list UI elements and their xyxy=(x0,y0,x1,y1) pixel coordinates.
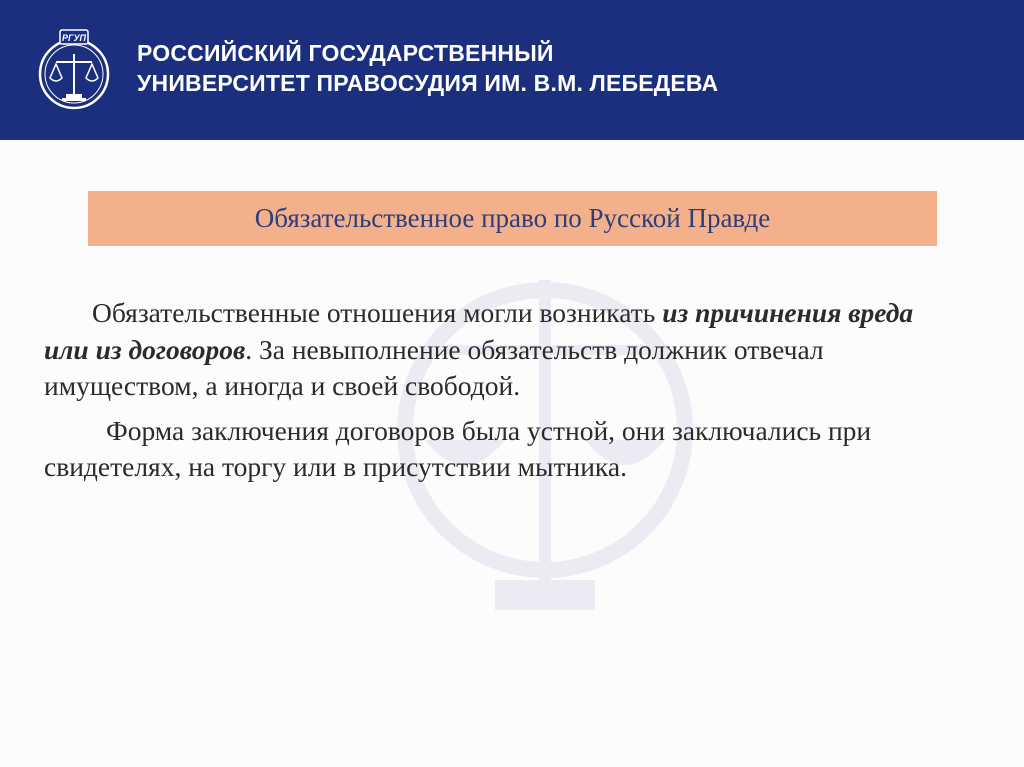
paragraph-1-start: Обязательственные отношения могли возникать xyxy=(92,297,663,328)
header-bar xyxy=(0,0,1024,140)
logo-text: РГУП xyxy=(61,33,87,43)
paragraph-1 xyxy=(44,295,964,405)
university-logo-icon xyxy=(36,24,112,116)
slide-body xyxy=(44,295,964,486)
paragraph-1-end: . За невыполнение обязательств должник отвечал имуществом, а иногда и своей свободой. xyxy=(44,333,824,401)
slide-title-box xyxy=(88,191,937,246)
university-name xyxy=(137,38,718,98)
university-name-line2: УНИВЕРСИТЕТ ПРАВОСУДИЯ ИМ. В.М. ЛЕБЕДЕВА xyxy=(137,70,719,96)
paragraph-1-emphasis: из причинения вреда или из договоров xyxy=(44,297,914,365)
slide-title: Обязательственное право по Русской Правде xyxy=(254,203,771,233)
university-name-line1: РОССИЙСКИЙ ГОСУДАРСТВЕННЫЙ xyxy=(137,40,554,66)
paragraph-2: Форма заключения договоров была устной, они заключались при свидетелях, на торгу или в присутствии мытника. xyxy=(44,414,872,482)
